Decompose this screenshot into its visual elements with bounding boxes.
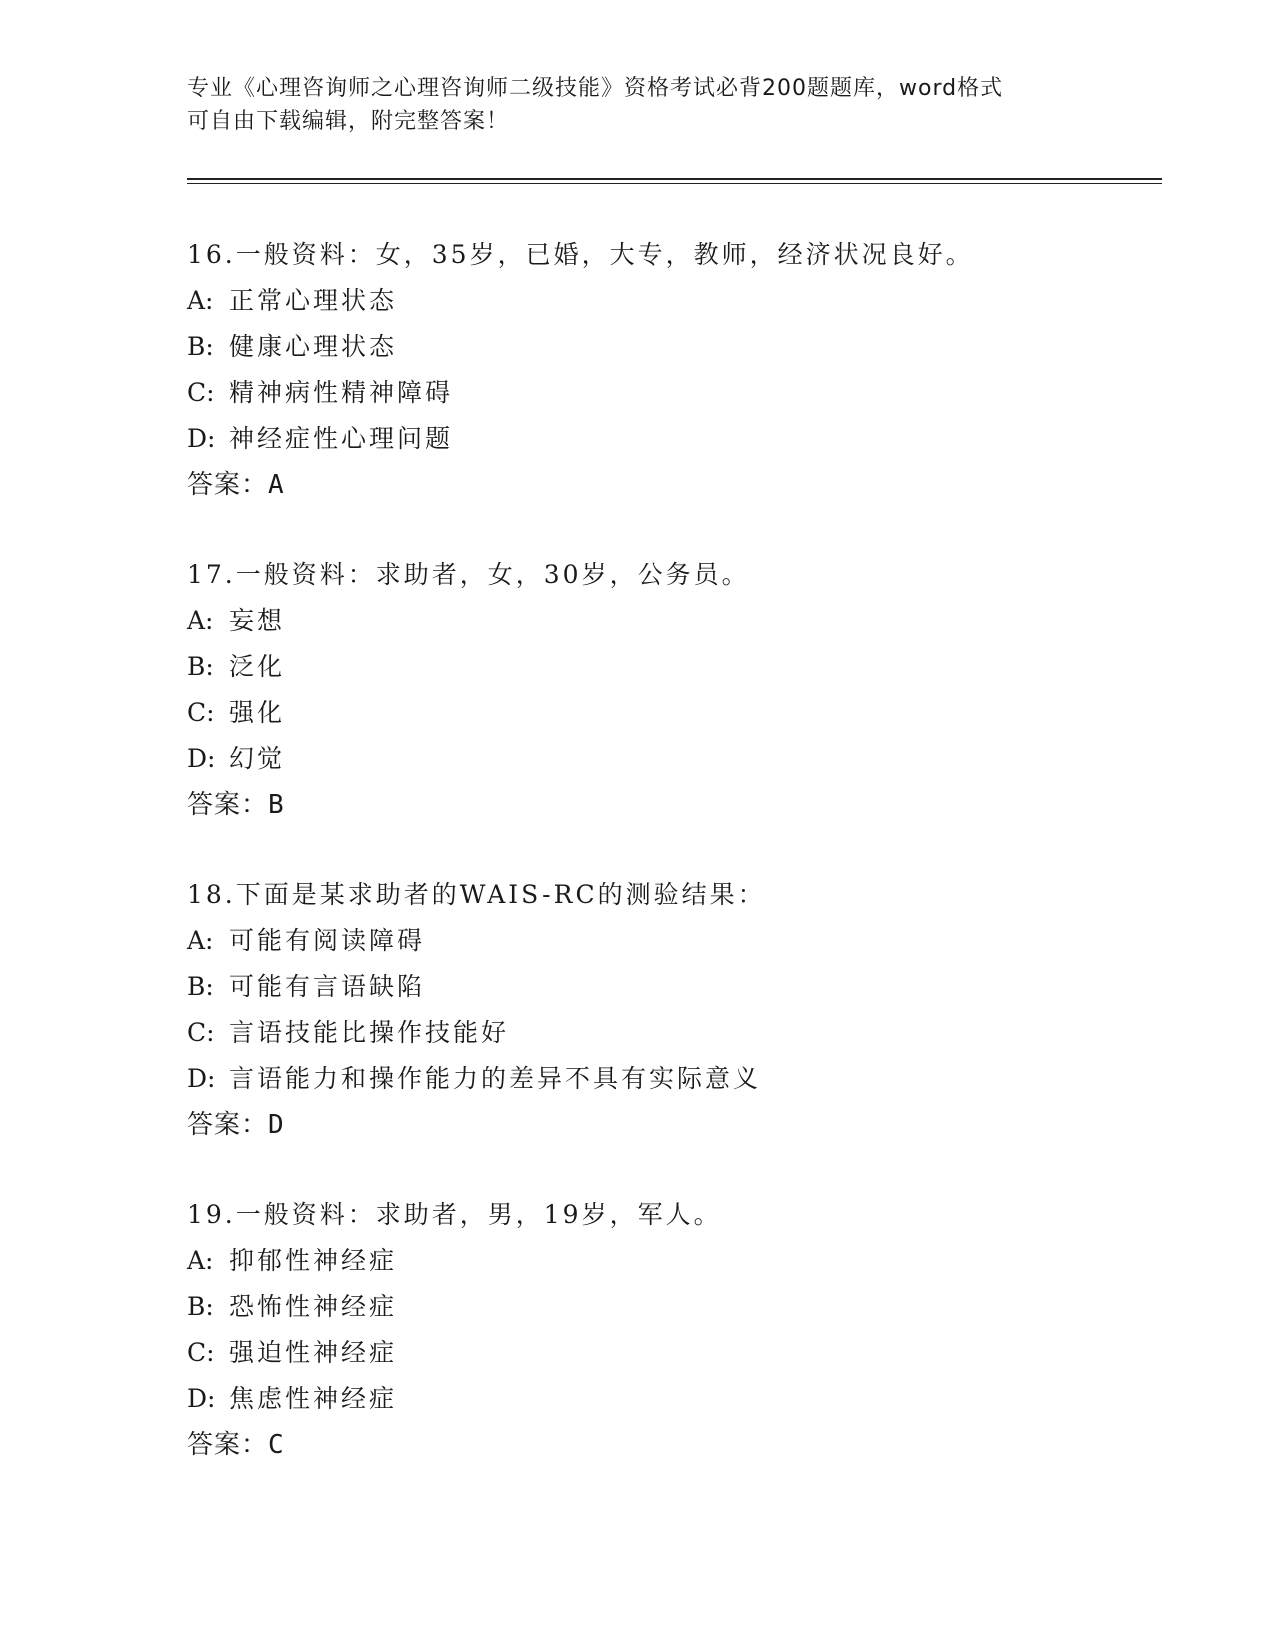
option-text: 焦虑性神经症 bbox=[229, 1384, 398, 1413]
header-divider-bottom bbox=[187, 183, 1162, 184]
answer-value: A bbox=[268, 470, 285, 500]
option-key: B: bbox=[187, 1292, 214, 1321]
question-stem: 17.一般资料：求助者，女，30岁，公务员。 bbox=[187, 560, 750, 589]
header-title-line-2: 可自由下载编辑，附完整答案！ bbox=[187, 109, 510, 134]
option-text: 强化 bbox=[229, 698, 286, 727]
answer-line bbox=[187, 1422, 1167, 1468]
option-d bbox=[187, 416, 1167, 462]
option-text: 恐怖性神经症 bbox=[229, 1292, 398, 1321]
option-key: D: bbox=[187, 424, 216, 453]
option-c bbox=[187, 1330, 1167, 1376]
option-d bbox=[187, 736, 1167, 782]
option-key: C: bbox=[187, 1018, 215, 1047]
option-c bbox=[187, 1010, 1167, 1056]
header-divider-top bbox=[187, 178, 1162, 180]
header-title-line-1: 专业《心理咨询师之心理咨询师二级技能》资格考试必背200题题库，word格式 bbox=[187, 76, 1004, 101]
option-key: C: bbox=[187, 698, 215, 727]
option-key: C: bbox=[187, 1338, 215, 1367]
option-a bbox=[187, 918, 1167, 964]
option-text: 言语技能比操作技能好 bbox=[229, 1018, 510, 1047]
option-c bbox=[187, 690, 1167, 736]
option-b bbox=[187, 964, 1167, 1010]
option-text: 幻觉 bbox=[229, 744, 286, 773]
option-a bbox=[187, 278, 1167, 324]
option-a bbox=[187, 598, 1167, 644]
option-key: B: bbox=[187, 332, 214, 361]
question-stem: 16.一般资料：女，35岁，已婚，大专，教师，经济状况良好。 bbox=[187, 240, 974, 269]
question-19 bbox=[187, 1192, 1167, 1468]
answer-value: D bbox=[268, 1110, 285, 1140]
option-text: 可能有言语缺陷 bbox=[229, 972, 426, 1001]
question-16 bbox=[187, 232, 1167, 508]
option-key: B: bbox=[187, 972, 214, 1001]
option-key: C: bbox=[187, 378, 215, 407]
answer-value: B bbox=[268, 790, 285, 820]
question-18 bbox=[187, 872, 1167, 1148]
answer-label: 答案： bbox=[187, 470, 269, 500]
option-key: A: bbox=[187, 606, 214, 635]
option-text: 抑郁性神经症 bbox=[229, 1246, 398, 1275]
question-stem: 19.一般资料：求助者，男，19岁，军人。 bbox=[187, 1200, 722, 1229]
option-text: 言语能力和操作能力的差异不具有实际意义 bbox=[229, 1064, 762, 1093]
option-text: 可能有阅读障碍 bbox=[229, 926, 426, 955]
answer-label: 答案： bbox=[187, 1110, 269, 1140]
option-c bbox=[187, 370, 1167, 416]
answer-value: C bbox=[268, 1430, 285, 1460]
document-header bbox=[187, 72, 1087, 138]
option-key: A: bbox=[187, 1246, 214, 1275]
option-key: D: bbox=[187, 744, 216, 773]
answer-line bbox=[187, 782, 1167, 828]
option-text: 妄想 bbox=[229, 606, 286, 635]
question-stem: 18.下面是某求助者的WAIS-RC的测验结果： bbox=[187, 880, 766, 909]
option-b bbox=[187, 1284, 1167, 1330]
answer-line bbox=[187, 462, 1167, 508]
option-key: A: bbox=[187, 286, 214, 315]
option-d bbox=[187, 1376, 1167, 1422]
option-text: 精神病性精神障碍 bbox=[229, 378, 454, 407]
option-key: D: bbox=[187, 1384, 216, 1413]
question-17 bbox=[187, 552, 1167, 828]
answer-line bbox=[187, 1102, 1167, 1148]
option-key: A: bbox=[187, 926, 214, 955]
answer-label: 答案： bbox=[187, 790, 269, 820]
option-b bbox=[187, 324, 1167, 370]
option-text: 正常心理状态 bbox=[229, 286, 398, 315]
option-d bbox=[187, 1056, 1167, 1102]
option-text: 神经症性心理问题 bbox=[229, 424, 454, 453]
option-key: B: bbox=[187, 652, 214, 681]
option-key: D: bbox=[187, 1064, 216, 1093]
question-list bbox=[187, 232, 1167, 1512]
answer-label: 答案： bbox=[187, 1430, 269, 1460]
option-text: 强迫性神经症 bbox=[229, 1338, 398, 1367]
option-b bbox=[187, 644, 1167, 690]
option-a bbox=[187, 1238, 1167, 1284]
option-text: 泛化 bbox=[229, 652, 286, 681]
option-text: 健康心理状态 bbox=[229, 332, 398, 361]
